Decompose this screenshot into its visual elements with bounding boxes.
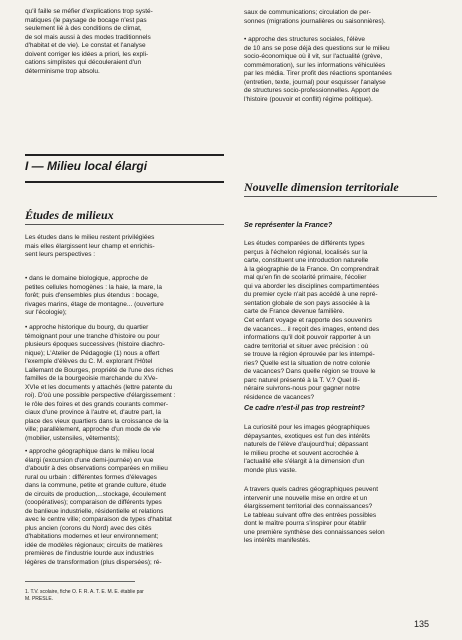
section-rule-top [25, 154, 224, 156]
intro-paragraph: Les études dans le milieu restent privilégiées mais elles élargissent leur champ et enrichis- sent leurs perspectives : [25, 234, 155, 258]
voyage-paragraph: Cet enfant voyage et rapporte des souvenirs de vacances... il reçoit des images, entend des informations qu'il doit pouvoir rapporter à un cadre territorial et situer avec précision : où se trouve la région éprouvée par les intempé- ries? Quelle est la situation de notre colonie de vacances? Dans quelle région se trouve le parc naturel présenté à la T. V.? Quel iti- néraire suivrons-nous pour gagner notre résidence de vacances? [244, 317, 380, 401]
top-left-paragraph: qu'il faille se méfier d'explications trop systé- matiques (le paysage de bocage n'est pas seulement lié à des conditions de climat, de sol mais aussi à des modes traditionnels d'habitat et de vie). Le constat et l'analyse doivent corriger les idées a priori, les expli- cations simplistes qui découleraient d'un déterminisme trop absolu. [25, 8, 153, 75]
curiosite-paragraph: La curiosité pour les images géographiques dépaysantes, exotiques est l'un des intérêts naturels de l'élève d'aujourd'hui; dépassant le milieu proche et souvent accrochée à l'actualité elle s'élargit à la dimension d'un monde plus vaste. [244, 424, 370, 474]
question-france: Se représenter la France? [244, 220, 333, 229]
structures-sociales-paragraph: • approche des structures sociales, l'élève de 10 ans se pose déjà des questions sur le milieu socio-économique où il vit, sur l'actualité (grève, commémoration), sur les informations véhiculées par les média. Tirer profit des réactions spontanées (entretien, texte, journal) pour esquisser l'analyse de structures socio-professionnelles. Apport de l'histoire (pouvoir et conflit) régime politique). [244, 36, 392, 103]
footnote: 1. T.V. scolaire, fiche O. F. R. A. T. E. M. E. établie par M. PRESLE. [25, 589, 144, 602]
subsection-rule [25, 224, 224, 225]
biologique-paragraph: • dans le domaine biologique, approche de petites cellules homogènes : la haie, la mare, la forêt; puis d'ensembles plus étendus : bocage, rivages marins, étage de montagne... (ouverture sur l'écologie); [25, 275, 164, 316]
top-right-paragraph: saux de communications; circulation de per- sonnes (migrations journalières ou saisonnières). [244, 9, 386, 25]
section-title: I — Milieu local élargi [25, 159, 148, 173]
right-section-rule [244, 196, 437, 197]
section-rule-bottom [25, 181, 224, 183]
historique-paragraph: • approche historique du bourg, du quartier témoignant pour une tranche d'histoire ou pour plusieurs époques successives (histoire diachro- nique); L'Atelier de Pédagogie (1) nous a offert l'exemple d'élèves du C. M. explorant l'Hôtel Lallemant de Bourges, propriété de l'une des riches familles de la bourgeoisie marchande du XVe- XVIe et les documents y attachés (lettre patente du roi). D'où une possible perspective d'élargissement : le rôle des foires et des grands courants commer- ciaux d'une province à l'autre et, d'autre part, la place des vieux quartiers dans la croissance de la ville; parallèlement, approche d'un mode de vie (mobilier, ustensiles, vêtements); [25, 324, 176, 442]
etudes-comparees-paragraph: Les études comparées de différents types perçus à l'échelon régional, localisés sur la carte, constituent une introduction naturelle à la géographie de la France. On comprendrait mal qu'en fin de scolarité primaire, l'écolier qui va aborder les disciplines compartimentées du premier cycle n'ait pas accédé à une repré- sentation globale de son pays associée à la carte de France devenue familière. [244, 240, 380, 315]
page-number: 135 [414, 619, 430, 629]
question-cadre: Ce cadre n'est-il pas trop restreint? [244, 403, 365, 412]
footnote-rule [25, 581, 135, 582]
subsection-title: Études de milieux [25, 208, 114, 222]
right-section-title: Nouvelle dimension territoriale [244, 180, 399, 194]
cadres-geographiques-paragraph: A travers quels cadres géographiques peuvent intervenir une nouvelle mise en ordre et un élargissement territorial des connaissances? Le tableau suivant offre des entrées possibles dont le maître pourra s'inspirer pour établir une première synthèse des connaissances selon les intérêts manifestés. [244, 486, 385, 544]
geographique-paragraph: • approche géographique dans le milieu local élargi (excursion d'une demi-journée) en vue d'aboutir à des observations comparées en milieu rural ou urbain : différentes formes d'élevages dans la commune, petite et grande culture, étude de circuits de production,...stockage, écoulement (coopératives); comparaison de différents types de banlieue industrielle, résidentielle et relations avec le centre ville; comparaison de types d'habitat plus ancien (corons du Nord) avec des cités d'habitations modernes et leur environnement; idée de modèles régionaux; circuits de matières premières de l'industrie lourde aux industries légères de transformation (plus dispersées); ré- [25, 448, 172, 566]
